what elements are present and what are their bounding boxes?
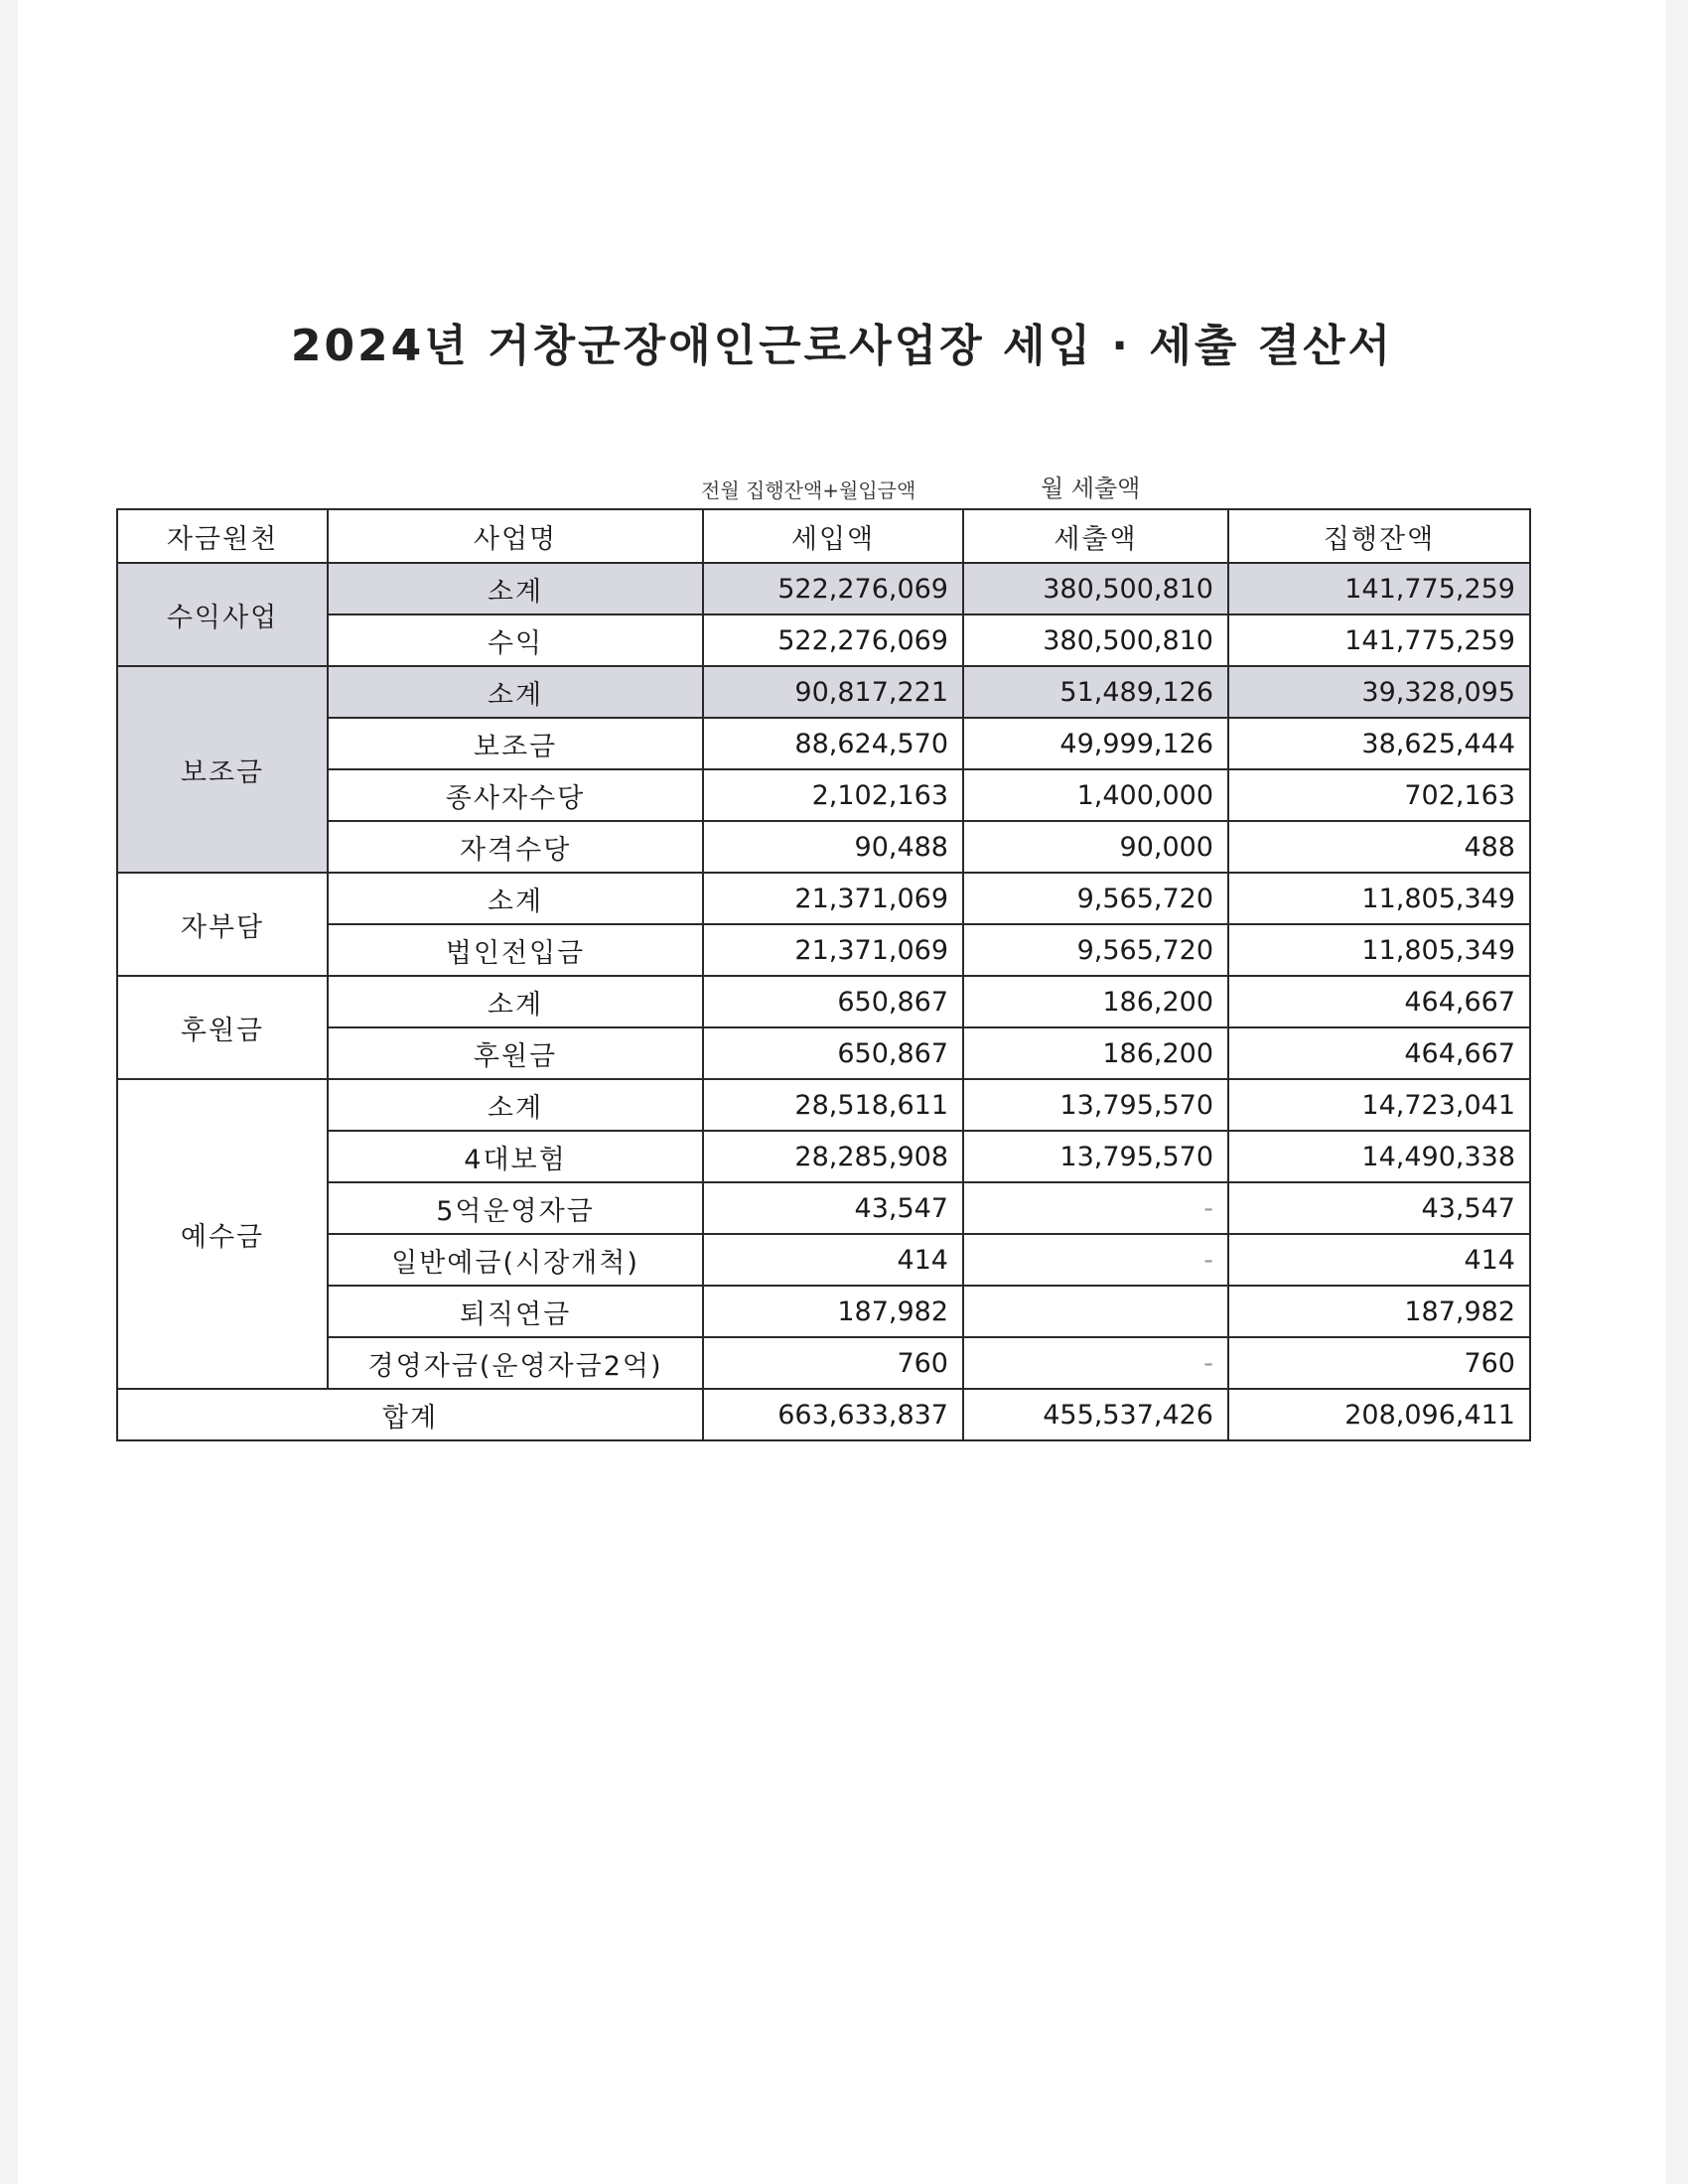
header-expenditure: 세출액 <box>963 509 1228 563</box>
balance-cell: 11,805,349 <box>1228 924 1530 976</box>
expenditure-cell: 90,000 <box>963 821 1228 873</box>
subtotal-label: 소계 <box>328 976 703 1027</box>
subtotal-label: 소계 <box>328 666 703 718</box>
total-label: 합계 <box>117 1389 703 1440</box>
table-row <box>117 1079 1530 1131</box>
table-row <box>117 769 1530 821</box>
balance-cell: 187,982 <box>1228 1286 1530 1337</box>
revenue-cell: 28,285,908 <box>703 1131 963 1182</box>
revenue-cell: 650,867 <box>703 1027 963 1079</box>
source-cell: 수익사업 <box>117 563 328 666</box>
source-cell: 예수금 <box>117 1079 328 1389</box>
table-row <box>117 873 1530 924</box>
revenue-cell: 522,276,069 <box>703 614 963 666</box>
table-row <box>117 718 1530 769</box>
expenditure-cell: 9,565,720 <box>963 924 1228 976</box>
column-notes <box>18 467 1666 500</box>
source-cell: 자부담 <box>117 873 328 976</box>
expenditure-cell: 9,565,720 <box>963 873 1228 924</box>
balance-cell: 464,667 <box>1228 976 1530 1027</box>
table-row <box>117 1182 1530 1234</box>
revenue-cell: 650,867 <box>703 976 963 1027</box>
revenue-cell: 760 <box>703 1337 963 1389</box>
revenue-cell: 90,817,221 <box>703 666 963 718</box>
revenue-cell: 522,276,069 <box>703 563 963 614</box>
expenditure-cell: 380,500,810 <box>963 563 1228 614</box>
business-name: 종사자수당 <box>328 769 703 821</box>
business-name: 보조금 <box>328 718 703 769</box>
revenue-cell: 43,547 <box>703 1182 963 1234</box>
subtotal-label: 소계 <box>328 873 703 924</box>
balance-cell: 414 <box>1228 1234 1530 1286</box>
business-name: 자격수당 <box>328 821 703 873</box>
balance-cell: 14,723,041 <box>1228 1079 1530 1131</box>
note-expenditure: 월 세출액 <box>1041 475 1141 502</box>
expenditure-cell: - <box>963 1234 1228 1286</box>
balance-cell: 11,805,349 <box>1228 873 1530 924</box>
table-row <box>117 614 1530 666</box>
table-row <box>117 821 1530 873</box>
expenditure-cell: 51,489,126 <box>963 666 1228 718</box>
balance-cell: 141,775,259 <box>1228 614 1530 666</box>
business-name: 일반예금(시장개척) <box>328 1234 703 1286</box>
revenue-cell: 90,488 <box>703 821 963 873</box>
settlement-table <box>116 508 1531 1441</box>
header-balance: 집행잔액 <box>1228 509 1530 563</box>
document-title: 2024년 거창군장애인근로사업장 세입 · 세출 결산서 <box>290 321 1394 371</box>
business-name: 경영자금(운영자금2억) <box>328 1337 703 1389</box>
expenditure-cell <box>963 1286 1228 1337</box>
expenditure-cell: 186,200 <box>963 1027 1228 1079</box>
total-balance: 208,096,411 <box>1228 1389 1530 1440</box>
source-cell: 보조금 <box>117 666 328 873</box>
subtotal-label: 소계 <box>328 1079 703 1131</box>
revenue-cell: 21,371,069 <box>703 924 963 976</box>
expenditure-cell: 13,795,570 <box>963 1079 1228 1131</box>
total-expenditure: 455,537,426 <box>963 1389 1228 1440</box>
subtotal-label: 소계 <box>328 563 703 614</box>
expenditure-cell: 13,795,570 <box>963 1131 1228 1182</box>
balance-cell: 488 <box>1228 821 1530 873</box>
total-revenue: 663,633,837 <box>703 1389 963 1440</box>
expenditure-cell: 380,500,810 <box>963 614 1228 666</box>
header-row <box>117 509 1530 563</box>
balance-cell: 464,667 <box>1228 1027 1530 1079</box>
table-row <box>117 1337 1530 1389</box>
table-row <box>117 563 1530 614</box>
expenditure-cell: 1,400,000 <box>963 769 1228 821</box>
business-name: 법인전입금 <box>328 924 703 976</box>
revenue-cell: 187,982 <box>703 1286 963 1337</box>
balance-cell: 39,328,095 <box>1228 666 1530 718</box>
business-name: 5억운영자금 <box>328 1182 703 1234</box>
revenue-cell: 414 <box>703 1234 963 1286</box>
expenditure-cell: 49,999,126 <box>963 718 1228 769</box>
table-row <box>117 976 1530 1027</box>
table-row <box>117 1131 1530 1182</box>
balance-cell: 38,625,444 <box>1228 718 1530 769</box>
balance-cell: 141,775,259 <box>1228 563 1530 614</box>
table-row <box>117 1027 1530 1079</box>
expenditure-cell: 186,200 <box>963 976 1228 1027</box>
header-source: 자금원천 <box>117 509 328 563</box>
table-row <box>117 924 1530 976</box>
business-name: 수익 <box>328 614 703 666</box>
revenue-cell: 88,624,570 <box>703 718 963 769</box>
revenue-cell: 21,371,069 <box>703 873 963 924</box>
business-name: 퇴직연금 <box>328 1286 703 1337</box>
business-name: 후원금 <box>328 1027 703 1079</box>
expenditure-cell: - <box>963 1182 1228 1234</box>
balance-cell: 43,547 <box>1228 1182 1530 1234</box>
expenditure-cell: - <box>963 1337 1228 1389</box>
total-row <box>117 1389 1530 1440</box>
header-business: 사업명 <box>328 509 703 563</box>
document-page <box>18 0 1666 2184</box>
revenue-cell: 2,102,163 <box>703 769 963 821</box>
business-name: 4대보험 <box>328 1131 703 1182</box>
table-row <box>117 1286 1530 1337</box>
note-revenue: 전월 집행잔액+월입금액 <box>701 478 916 502</box>
balance-cell: 702,163 <box>1228 769 1530 821</box>
source-cell: 후원금 <box>117 976 328 1079</box>
table-row <box>117 666 1530 718</box>
table-row <box>117 1234 1530 1286</box>
header-revenue: 세입액 <box>703 509 963 563</box>
revenue-cell: 28,518,611 <box>703 1079 963 1131</box>
balance-cell: 760 <box>1228 1337 1530 1389</box>
balance-cell: 14,490,338 <box>1228 1131 1530 1182</box>
